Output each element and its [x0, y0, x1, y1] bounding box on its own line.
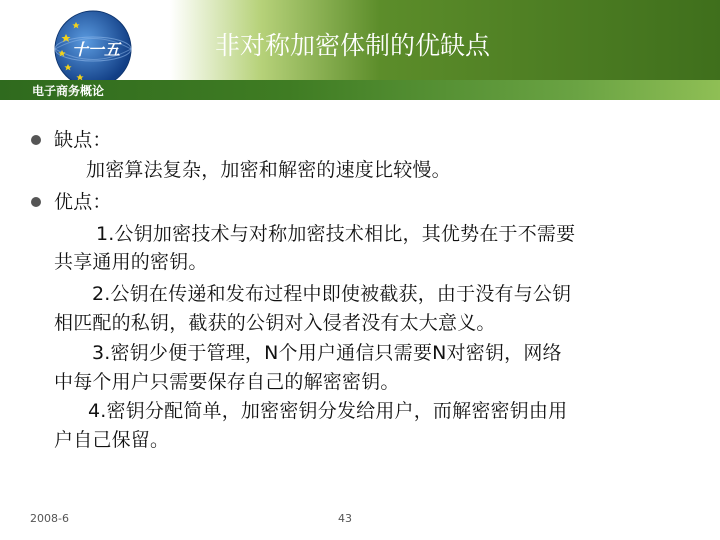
- footer-date: 2008-6: [30, 512, 69, 525]
- bullet-icon: [31, 135, 41, 145]
- page-number: 43: [338, 512, 352, 525]
- logo-text: 十一五: [71, 40, 121, 59]
- advantage-point-1: 1.公钥加密技术与对称加密技术相比，其优势在于不需要: [96, 223, 576, 245]
- disadvantages-text: 加密算法复杂，加密和解密的速度比较慢。: [86, 159, 451, 181]
- slide-title: 非对称加密体制的优缺点: [215, 31, 491, 60]
- course-subtitle: 电子商务概论: [32, 84, 105, 98]
- advantages-heading: 优点：: [54, 191, 112, 213]
- advantage-point-2: 2.公钥在传递和发布过程中即使被截获，由于没有与公钥: [92, 283, 572, 305]
- disadvantages-heading: 缺点：: [54, 129, 112, 151]
- bullet-icon: [31, 197, 41, 207]
- advantage-point-2-cont: 相匹配的私钥，截获的公钥对入侵者没有太大意义。: [54, 312, 496, 334]
- advantage-point-3: 3.密钥少便于管理，N个用户通信只需要N对密钥，网络: [92, 342, 562, 364]
- advantage-point-4-cont: 户自己保留。: [54, 429, 170, 451]
- advantage-point-3-cont: 中每个用户只需要保存自己的解密密钥。: [54, 371, 400, 393]
- advantage-point-4: 4.密钥分配简单，加密密钥分发给用户，而解密密钥由用: [88, 400, 568, 422]
- advantage-point-1-cont: 共享通用的密钥。: [54, 251, 208, 273]
